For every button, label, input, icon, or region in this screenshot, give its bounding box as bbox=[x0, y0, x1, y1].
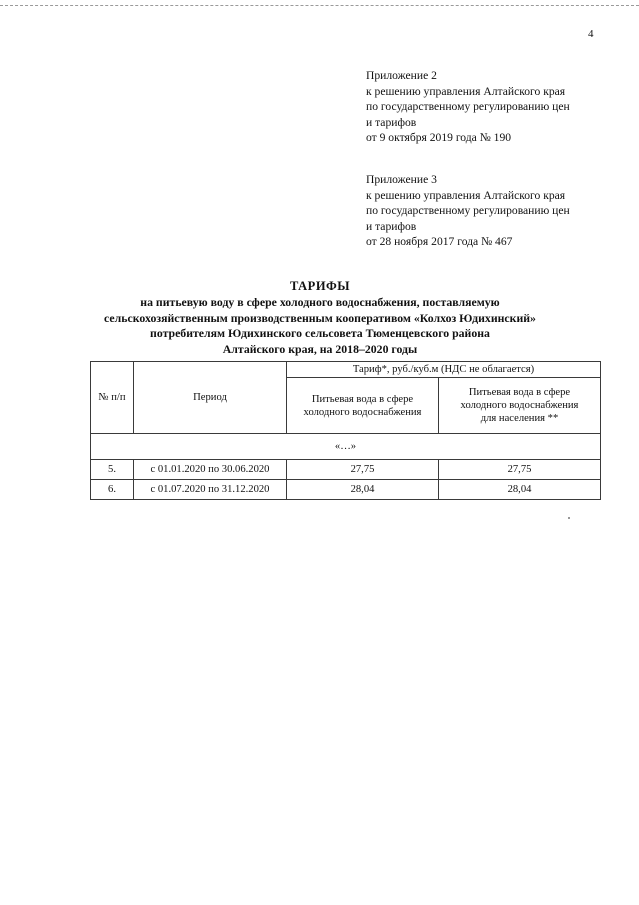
row-tariff-population-value: 27,75 bbox=[439, 460, 601, 480]
appendix-3-line: по государственному регулированию цен bbox=[366, 204, 570, 218]
tariff-table bbox=[90, 361, 601, 500]
title-line: потребителям Юдихинского сельсовета Тюменцевского района bbox=[150, 326, 490, 341]
row-num: 5. bbox=[91, 460, 134, 480]
appendix-3-line: от 28 ноября 2017 года № 467 bbox=[366, 235, 513, 249]
row-period: с 01.07.2020 по 31.12.2020 bbox=[134, 480, 287, 500]
appendix-2-block bbox=[366, 68, 570, 146]
header-population-line: холодного водоснабжения bbox=[460, 400, 579, 411]
table-header-row bbox=[91, 362, 601, 378]
row-tariff-population-value: 28,04 bbox=[439, 480, 601, 500]
page-number: 4 bbox=[588, 28, 594, 40]
header-drinking-water bbox=[287, 378, 439, 434]
appendix-2-line: к решению управления Алтайского края bbox=[366, 84, 566, 98]
header-num: № п/п bbox=[91, 362, 134, 434]
table-row bbox=[91, 460, 601, 480]
header-tariff: Тариф*, руб./куб.м (НДС не облагается) bbox=[287, 362, 601, 378]
appendix-3-line: Приложение 3 bbox=[366, 173, 437, 186]
header-population-line: для населения ** bbox=[480, 413, 559, 424]
title-line: на питьевую воду в сфере холодного водоснабжения, поставляемую bbox=[140, 294, 500, 309]
table-skip-row bbox=[91, 434, 601, 460]
row-tariff-value: 28,04 bbox=[287, 480, 439, 500]
row-tariff-value: 27,75 bbox=[287, 460, 439, 480]
header-period: Период bbox=[134, 362, 287, 434]
row-num: 6. bbox=[91, 480, 134, 500]
appendix-2-line: Приложение 2 bbox=[366, 69, 437, 82]
scan-speck bbox=[568, 517, 570, 519]
header-drinking-water-label: Питьевая вода в сфере холодного водоснабжения bbox=[303, 393, 422, 418]
appendix-3-line: к решению управления Алтайского края bbox=[366, 188, 566, 202]
row-period: с 01.01.2020 по 30.06.2020 bbox=[134, 460, 287, 480]
header-drinking-water-population bbox=[439, 378, 601, 434]
table-row bbox=[91, 480, 601, 500]
header-population-line: Питьевая вода в сфере bbox=[468, 387, 571, 398]
appendix-2-line: от 9 октября 2019 года № 190 bbox=[366, 131, 512, 145]
appendix-2-line: по государственному регулированию цен bbox=[366, 100, 570, 114]
appendix-3-line: и тарифов bbox=[366, 219, 417, 233]
appendix-2-line: и тарифов bbox=[366, 115, 417, 129]
skip-marker: «…» bbox=[91, 434, 601, 460]
appendix-3-block bbox=[366, 172, 570, 250]
title-line: сельскохозяйственным производственным кооперативом «Колхоз Юдихинский» bbox=[104, 310, 536, 325]
title-heading: ТАРИФЫ bbox=[289, 279, 351, 293]
page-top-border bbox=[0, 5, 639, 6]
title-line: Алтайского края, на 2018–2020 годы bbox=[222, 342, 418, 357]
document-title bbox=[60, 279, 580, 358]
